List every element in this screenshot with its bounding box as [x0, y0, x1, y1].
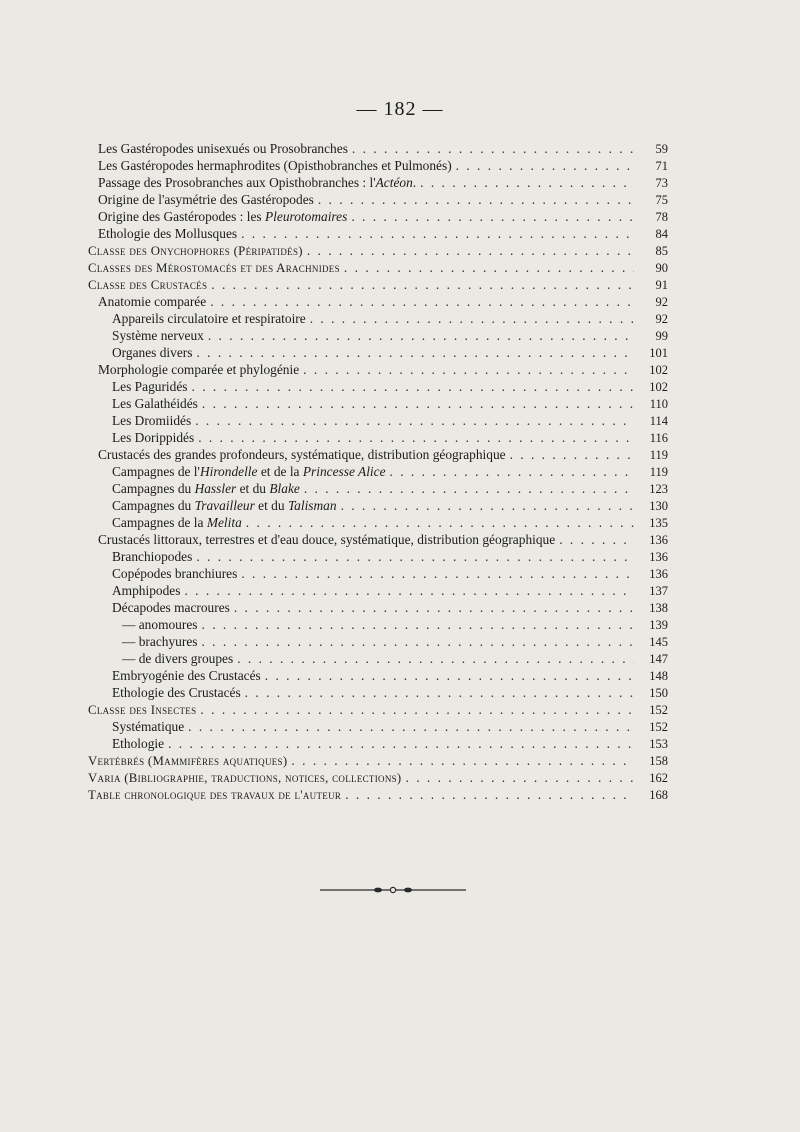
- toc-entry-title-part: Les Paguridés: [112, 379, 188, 394]
- toc-entry-title-part: Appareils circulatoire et respiratoire: [112, 311, 306, 326]
- toc-entry-title: [88, 770, 402, 787]
- toc-entry-title: [88, 260, 340, 277]
- toc-page-number: 71: [655, 159, 668, 173]
- dot-leader: [510, 446, 634, 463]
- dot-leader: [195, 412, 634, 429]
- toc-entry-title: [88, 277, 207, 294]
- toc-entry: [88, 786, 668, 803]
- toc-entry: [88, 191, 668, 208]
- toc-entry-title: [112, 548, 192, 565]
- toc-entry-title-part: Branchiopodes: [112, 549, 193, 564]
- toc-entry-title: [112, 429, 194, 446]
- toc-entry-title: [88, 787, 341, 804]
- toc-page-number: 123: [649, 482, 668, 496]
- toc-entry-title-part: Classe des Insectes: [88, 703, 197, 717]
- toc-page-number: 152: [649, 720, 668, 734]
- dot-leader: [246, 514, 634, 531]
- toc-entry-title-part: et du: [254, 498, 288, 513]
- toc-entry-title: [112, 582, 180, 599]
- toc-page-number: 75: [655, 193, 668, 207]
- toc-page-number: 73: [655, 176, 668, 190]
- toc-page-number: 147: [649, 652, 668, 666]
- toc-entry: [88, 225, 668, 242]
- toc-entry-title: [112, 497, 337, 514]
- toc-entry-title-part: et de la: [257, 464, 303, 479]
- dot-leader: [200, 701, 634, 718]
- table-of-contents: [88, 140, 668, 803]
- toc-page-number: 158: [649, 754, 668, 768]
- toc-page-number: 92: [655, 295, 668, 309]
- toc-entry: [88, 735, 668, 752]
- toc-entry-title-part: Princesse Alice: [302, 464, 386, 479]
- toc-entry-title-part: Melita: [206, 515, 242, 530]
- toc-entry: [88, 463, 668, 480]
- toc-entry-title-part: Varia (Bibliographie, traductions, notices, collections): [88, 771, 402, 785]
- toc-entry-title: [122, 650, 233, 667]
- toc-entry-title-part: Origine de l'asymétrie des Gastéropodes: [98, 192, 314, 207]
- dot-leader: [304, 480, 634, 497]
- dot-leader: [188, 718, 634, 735]
- dot-leader: [211, 276, 634, 293]
- dot-leader: [241, 565, 634, 582]
- toc-entry-title: [98, 157, 452, 174]
- toc-entry-title-part: Les Dromiidés: [112, 413, 192, 428]
- toc-entry-title: [98, 531, 555, 548]
- toc-entry: [88, 412, 668, 429]
- toc-page-number: 119: [649, 465, 668, 479]
- toc-entry: [88, 616, 668, 633]
- toc-entry-title-part: Systématique: [112, 719, 185, 734]
- toc-page-number: 145: [649, 635, 668, 649]
- toc-entry-title-part: Actéon: [375, 175, 413, 190]
- toc-entry-title: [88, 753, 287, 770]
- toc-entry: [88, 310, 668, 327]
- toc-entry: [88, 582, 668, 599]
- toc-entry: [88, 769, 668, 786]
- toc-entry-title-part: Embryogénie des Crustacés: [112, 668, 261, 683]
- toc-entry: [88, 259, 668, 276]
- toc-entry-title-part: Campagnes du: [112, 498, 195, 513]
- toc-page-number: 91: [655, 278, 668, 292]
- toc-entry-title-part: Les Galathéidés: [112, 396, 198, 411]
- dot-leader: [184, 582, 634, 599]
- toc-entry-title: [112, 480, 300, 497]
- dot-leader: [237, 650, 634, 667]
- dot-leader: [351, 208, 634, 225]
- toc-entry-title-part: Ethologie: [112, 736, 165, 751]
- toc-page-number: 168: [649, 788, 668, 802]
- toc-entry-title: [98, 174, 416, 191]
- toc-entry-title: [88, 702, 196, 719]
- dot-leader: [352, 140, 634, 157]
- dot-leader: [168, 735, 634, 752]
- toc-page-number: 136: [649, 567, 668, 581]
- toc-page-number: 135: [649, 516, 668, 530]
- toc-entry-title-part: .: [412, 175, 417, 190]
- dot-leader: [265, 667, 634, 684]
- toc-page-number: 116: [649, 431, 668, 445]
- toc-entry-title-part: Talisman: [287, 498, 337, 513]
- toc-page-number: 130: [649, 499, 668, 513]
- dot-leader: [341, 497, 634, 514]
- toc-entry: [88, 208, 668, 225]
- toc-entry-title: [112, 327, 204, 344]
- dot-leader: [234, 599, 634, 616]
- toc-entry-title: [112, 378, 188, 395]
- dot-leader: [208, 327, 634, 344]
- toc-entry-title-part: Travailleur: [194, 498, 255, 513]
- toc-entry-title: [112, 667, 261, 684]
- toc-entry: [88, 276, 668, 293]
- toc-entry: [88, 395, 668, 412]
- dot-leader: [420, 174, 634, 191]
- toc-entry: [88, 701, 668, 718]
- toc-entry-title: [98, 361, 299, 378]
- toc-entry: [88, 157, 668, 174]
- toc-entry: [88, 344, 668, 361]
- toc-entry: [88, 174, 668, 191]
- toc-entry-title: [112, 463, 386, 480]
- toc-entry: [88, 242, 668, 259]
- toc-entry-title-part: Organes divers: [112, 345, 193, 360]
- toc-entry: [88, 752, 668, 769]
- toc-entry-title-part: Système nerveux: [112, 328, 204, 343]
- dot-leader: [192, 378, 635, 395]
- toc-entry-title-part: et du: [236, 481, 270, 496]
- toc-entry-title-part: Campagnes du: [112, 481, 195, 496]
- toc-page-number: 152: [649, 703, 668, 717]
- dot-leader: [196, 344, 634, 361]
- toc-entry: [88, 378, 668, 395]
- toc-entry-title: [98, 208, 347, 225]
- toc-entry-title-part: Décapodes macroures: [112, 600, 230, 615]
- page-number: — 182 —: [356, 98, 444, 120]
- toc-entry-title-part: Table chronologique des travaux de l'auteur: [88, 788, 342, 802]
- toc-entry-title-part: — brachyures: [122, 634, 198, 649]
- dot-leader: [303, 361, 634, 378]
- dot-leader: [559, 531, 634, 548]
- toc-entry-title: [112, 514, 242, 531]
- toc-entry-title-part: Anatomie comparée: [98, 294, 207, 309]
- toc-entry-title-part: Origine des Gastéropodes : les: [98, 209, 265, 224]
- toc-page-number: 92: [655, 312, 668, 326]
- toc-entry: [88, 599, 668, 616]
- toc-entry-title: [98, 140, 348, 157]
- dot-leader: [318, 191, 634, 208]
- toc-entry-title-part: Crustacés littoraux, terrestres et d'eau douce, systématique, distribution géographique: [98, 532, 556, 547]
- toc-entry-title-part: Morphologie comparée et phylogénie: [98, 362, 300, 377]
- dot-leader: [344, 259, 634, 276]
- toc-page-number: 137: [649, 584, 668, 598]
- toc-entry-title-part: Ethologie des Mollusques: [98, 226, 238, 241]
- dot-leader: [456, 157, 634, 174]
- toc-page-number: 101: [649, 346, 668, 360]
- toc-entry-title-part: Campagnes de l': [112, 464, 200, 479]
- dot-leader: [202, 616, 635, 633]
- toc-entry-title: [88, 243, 303, 260]
- toc-entry: [88, 684, 668, 701]
- toc-page-number: 148: [649, 669, 668, 683]
- toc-entry: [88, 140, 668, 157]
- toc-entry-title-part: Pleurotomaires: [264, 209, 348, 224]
- toc-entry-title-part: Crustacés des grandes profondeurs, systématique, distribution géographique: [98, 447, 506, 462]
- toc-entry-title: [112, 718, 184, 735]
- dot-leader: [245, 684, 634, 701]
- toc-entry: [88, 514, 668, 531]
- toc-entry-title: [112, 684, 241, 701]
- dot-leader: [307, 242, 634, 259]
- toc-entry-title: [112, 735, 164, 752]
- toc-entry-title-part: Ethologie des Crustacés: [112, 685, 241, 700]
- toc-page-number: 153: [649, 737, 668, 751]
- dot-leader: [390, 463, 634, 480]
- toc-entry: [88, 446, 668, 463]
- toc-entry-title-part: Les Dorippidés: [112, 430, 195, 445]
- toc-page-number: 84: [655, 227, 668, 241]
- toc-entry: [88, 531, 668, 548]
- toc-entry: [88, 565, 668, 582]
- dot-leader: [201, 633, 634, 650]
- toc-entry: [88, 497, 668, 514]
- toc-entry-title-part: — de divers groupes: [122, 651, 234, 666]
- toc-entry-title-part: Blake: [269, 481, 300, 496]
- toc-entry: [88, 429, 668, 446]
- toc-page-number: 90: [655, 261, 668, 275]
- toc-page-number: 162: [649, 771, 668, 785]
- toc-entry-title-part: Campagnes de la: [112, 515, 207, 530]
- toc-entry-title: [122, 616, 198, 633]
- toc-entry-title-part: Les Gastéropodes unisexués ou Prosobranches: [98, 141, 348, 156]
- toc-entry: [88, 293, 668, 310]
- dot-leader: [210, 293, 634, 310]
- dot-leader: [406, 769, 635, 786]
- toc-page-number: 136: [649, 533, 668, 547]
- dot-leader: [241, 225, 634, 242]
- toc-entry-title-part: Hirondelle: [199, 464, 258, 479]
- toc-entry: [88, 667, 668, 684]
- toc-entry-title-part: — anomoures: [122, 617, 198, 632]
- toc-entry-title: [122, 633, 197, 650]
- toc-page-number: 102: [649, 363, 668, 377]
- dot-leader: [291, 752, 634, 769]
- toc-entry-title-part: Amphipodes: [112, 583, 181, 598]
- toc-page-number: 114: [649, 414, 668, 428]
- toc-entry: [88, 633, 668, 650]
- toc-page-number: 150: [649, 686, 668, 700]
- toc-entry-title-part: Classe des Onychophores (Péripatidés): [88, 244, 303, 258]
- toc-entry-title-part: Passage des Prosobranches aux Opisthobranches : l': [98, 175, 376, 190]
- toc-entry-title: [112, 395, 198, 412]
- end-ornament: [318, 886, 468, 894]
- toc-entry: [88, 327, 668, 344]
- toc-entry-title-part: Hassler: [194, 481, 237, 496]
- toc-page-number: 110: [649, 397, 668, 411]
- toc-page-number: 139: [649, 618, 668, 632]
- toc-entry-title: [112, 310, 306, 327]
- toc-page-number: 138: [649, 601, 668, 615]
- toc-entry-title: [112, 412, 191, 429]
- toc-page-number: 78: [655, 210, 668, 224]
- toc-entry-title: [98, 446, 506, 463]
- toc-entry-title: [112, 344, 192, 361]
- toc-entry: [88, 650, 668, 667]
- toc-entry-title-part: Vertébrés (Mammifères aquatiques): [88, 754, 288, 768]
- toc-entry-title: [98, 191, 314, 208]
- toc-entry: [88, 480, 668, 497]
- toc-page-number: 85: [655, 244, 668, 258]
- ornament-rule-icon: [318, 886, 468, 894]
- toc-entry: [88, 361, 668, 378]
- toc-entry-title-part: Les Gastéropodes hermaphrodites (Opisthobranches et Pulmonés): [98, 158, 452, 173]
- dot-leader: [196, 548, 634, 565]
- toc-page-number: 99: [655, 329, 668, 343]
- toc-entry-title: [98, 225, 237, 242]
- toc-entry: [88, 548, 668, 565]
- dot-leader: [198, 429, 634, 446]
- dot-leader: [202, 395, 634, 412]
- toc-entry-title-part: Classes des Mérostomacés et des Arachnides: [88, 261, 340, 275]
- dot-leader: [310, 310, 634, 327]
- toc-entry-title-part: Classe des Crustacés: [88, 278, 208, 292]
- toc-entry-title: [112, 599, 230, 616]
- dot-leader: [345, 786, 634, 803]
- toc-page-number: 136: [649, 550, 668, 564]
- toc-page-number: 59: [655, 142, 668, 156]
- toc-entry-title: [112, 565, 237, 582]
- toc-page-number: 119: [649, 448, 668, 462]
- toc-entry-title-part: Copépodes branchiures: [112, 566, 238, 581]
- toc-page-number: 102: [649, 380, 668, 394]
- toc-entry: [88, 718, 668, 735]
- toc-entry-title: [98, 293, 206, 310]
